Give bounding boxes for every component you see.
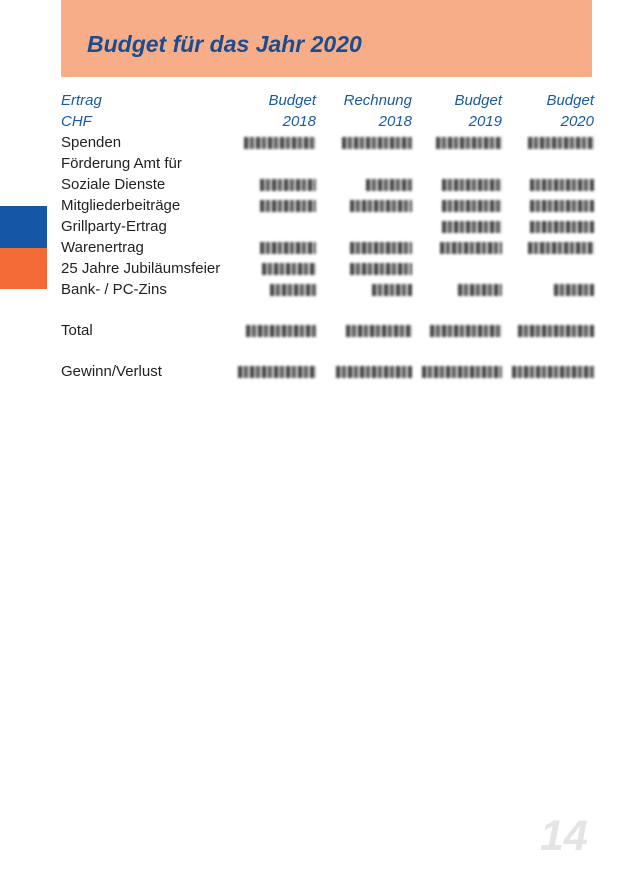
header-year-3: 2019 (468, 113, 502, 130)
row-label: Grillparty-Ertrag (61, 218, 167, 235)
row-label: 25 Jahre Jubiläumsfeier (61, 260, 221, 277)
table-row (61, 237, 594, 258)
header-year-2: 2018 (378, 113, 412, 130)
redacted-value (238, 361, 316, 382)
row-label: Soziale Dienste (61, 176, 166, 193)
redacted-value (246, 320, 316, 341)
redacted-value (442, 195, 502, 216)
page-title: Budget für das Jahr 2020 (87, 31, 362, 57)
redacted-value (530, 174, 594, 195)
side-tab-blue (0, 206, 47, 248)
redacted-value (528, 237, 594, 258)
redacted-value (350, 195, 412, 216)
redacted-value (262, 258, 316, 279)
table-header-row (61, 111, 594, 132)
redacted-value (350, 258, 412, 279)
page-number: 14 (540, 812, 588, 860)
header-year-1: 2018 (282, 113, 316, 130)
redacted-value (442, 174, 502, 195)
row-label: Mitgliederbeiträge (61, 197, 181, 214)
redacted-value (530, 195, 594, 216)
redacted-value (422, 361, 502, 382)
row-label: Warenertrag (61, 239, 144, 256)
result-label: Gewinn/Verlust (61, 363, 162, 380)
header-year-4: 2020 (560, 113, 594, 130)
redacted-value (366, 174, 412, 195)
redacted-value (512, 361, 594, 382)
redacted-value (440, 237, 502, 258)
redacted-value (430, 320, 502, 341)
redacted-value (458, 279, 502, 300)
header-col-3: Budget (454, 92, 502, 109)
table-row (61, 153, 594, 174)
redacted-value (372, 279, 412, 300)
header-col-2: Rechnung (343, 92, 412, 109)
table-row (61, 174, 594, 195)
row-label: Spenden (61, 134, 122, 151)
table-row (61, 258, 594, 279)
redacted-value (346, 320, 412, 341)
table-row (61, 216, 594, 237)
header-label: Ertrag (61, 92, 102, 109)
redacted-value (270, 279, 316, 300)
redacted-value (336, 361, 412, 382)
redacted-value (528, 132, 594, 153)
header-col-4: Budget (546, 92, 594, 109)
redacted-value (436, 132, 502, 153)
table-row (61, 279, 594, 300)
redacted-value (554, 279, 594, 300)
redacted-value (442, 216, 502, 237)
redacted-value (260, 195, 316, 216)
redacted-value (244, 132, 316, 153)
redacted-value (530, 216, 594, 237)
table-row (61, 132, 594, 153)
redacted-value (350, 237, 412, 258)
table-header-row (61, 90, 594, 111)
redacted-value (260, 174, 316, 195)
row-label: Förderung Amt für (61, 155, 182, 172)
redacted-value (518, 320, 594, 341)
header-currency: CHF (61, 113, 92, 130)
side-tab-orange (0, 248, 47, 289)
row-label: Bank- / PC-Zins (61, 281, 167, 298)
total-row (61, 320, 594, 341)
total-label: Total (61, 322, 93, 339)
table-row (61, 195, 594, 216)
redacted-value (260, 237, 316, 258)
header-col-1: Budget (268, 92, 316, 109)
redacted-value (342, 132, 412, 153)
result-row (61, 361, 594, 382)
title-banner (61, 0, 592, 77)
